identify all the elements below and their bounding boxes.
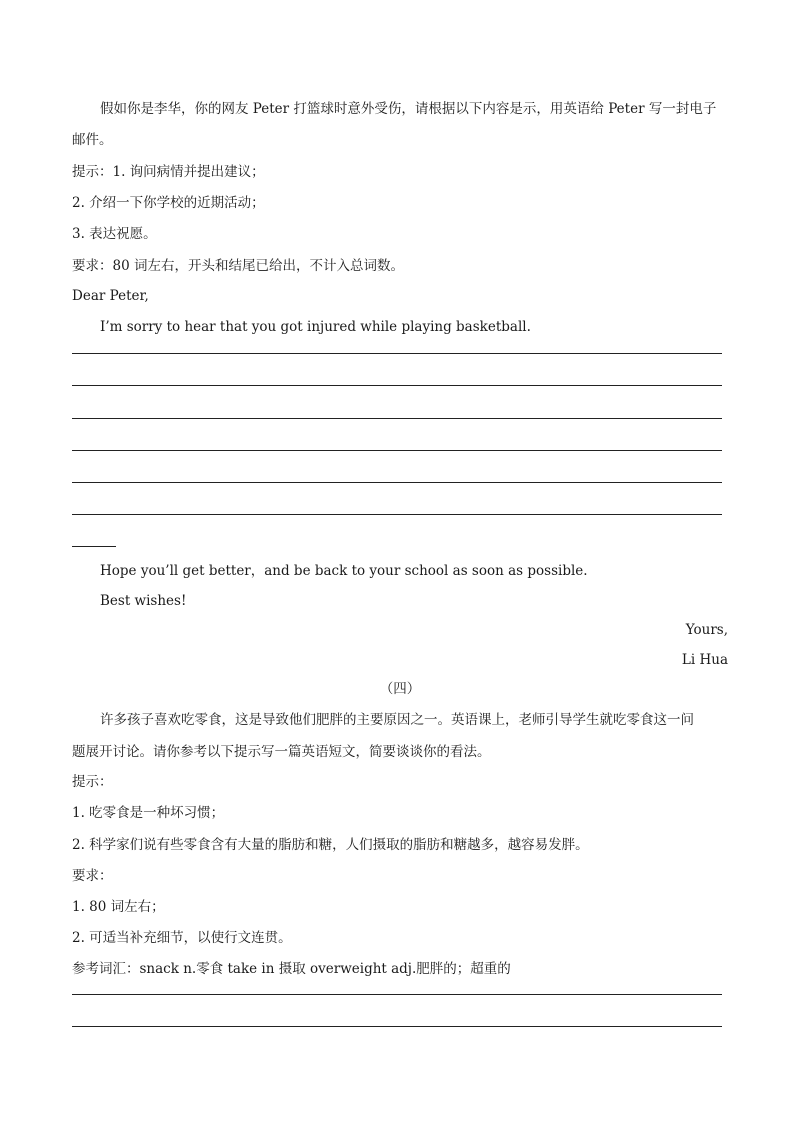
task4-intro-line1: 许多孩子喜欢吃零食，这是导致他们肥胖的主要原因之一。英语课上，老师引导学生就吃零食这一问 (100, 712, 694, 728)
task3-tip1: 提示：1. 询问病情并提出建议； (72, 164, 265, 180)
task3-intro-line1: 假如你是李华，你的网友 Peter 打篮球时意外受伤，请根据以下内容是示，用英语给 Peter 写一封电子 (100, 101, 717, 117)
task4-intro-line2: 题展开讨论。请你参考以下提示写一篇英语短文，简要谈谈你的看法。 (72, 744, 491, 760)
letter-signature: Li Hua (681, 652, 728, 668)
letter-salutation: Dear Peter, (72, 288, 149, 304)
section-heading: （四） (379, 681, 421, 697)
writing-line (72, 482, 722, 483)
task3-tip3: 3. 表达祝愿。 (72, 226, 157, 242)
letter-opening: I’m sorry to hear that you got injured while playing basketball. (100, 319, 531, 335)
task4-req-label: 要求： (72, 868, 113, 884)
letter-signoff: Yours, (685, 622, 728, 638)
writing-line (72, 353, 722, 354)
writing-line-short (72, 546, 116, 547)
task4-tip1: 1. 吃零食是一种坏习惯； (72, 805, 225, 821)
task3-tip2: 2. 介绍一下你学校的近期活动； (72, 195, 265, 211)
letter-closing2: Best wishes! (100, 593, 187, 609)
task3-requirement: 要求：80 词左右，开头和结尾已给出，不计入总词数。 (72, 258, 404, 274)
task4-tip2: 2. 科学家们说有些零食含有大量的脂肪和糖，人们摄取的脂肪和糖越多，越容易发胖。 (72, 837, 589, 853)
task3-intro-line2: 邮件。 (72, 132, 113, 148)
writing-line (72, 994, 722, 995)
writing-line (72, 418, 722, 419)
letter-closing1: Hope you’ll get better，and be back to your school as soon as possible. (100, 563, 588, 579)
writing-line (72, 514, 722, 515)
task4-tips-label: 提示： (72, 774, 113, 790)
writing-line (72, 1026, 722, 1027)
task4-req1: 1. 80 词左右； (72, 899, 165, 915)
writing-line (72, 450, 722, 451)
task4-vocab: 参考词汇：snack n.零食 take in 摄取 overweight adj.肥胖的；超重的 (72, 961, 511, 977)
task4-req2: 2. 可适当补充细节，以使行文连贯。 (72, 930, 292, 946)
writing-line (72, 385, 722, 386)
